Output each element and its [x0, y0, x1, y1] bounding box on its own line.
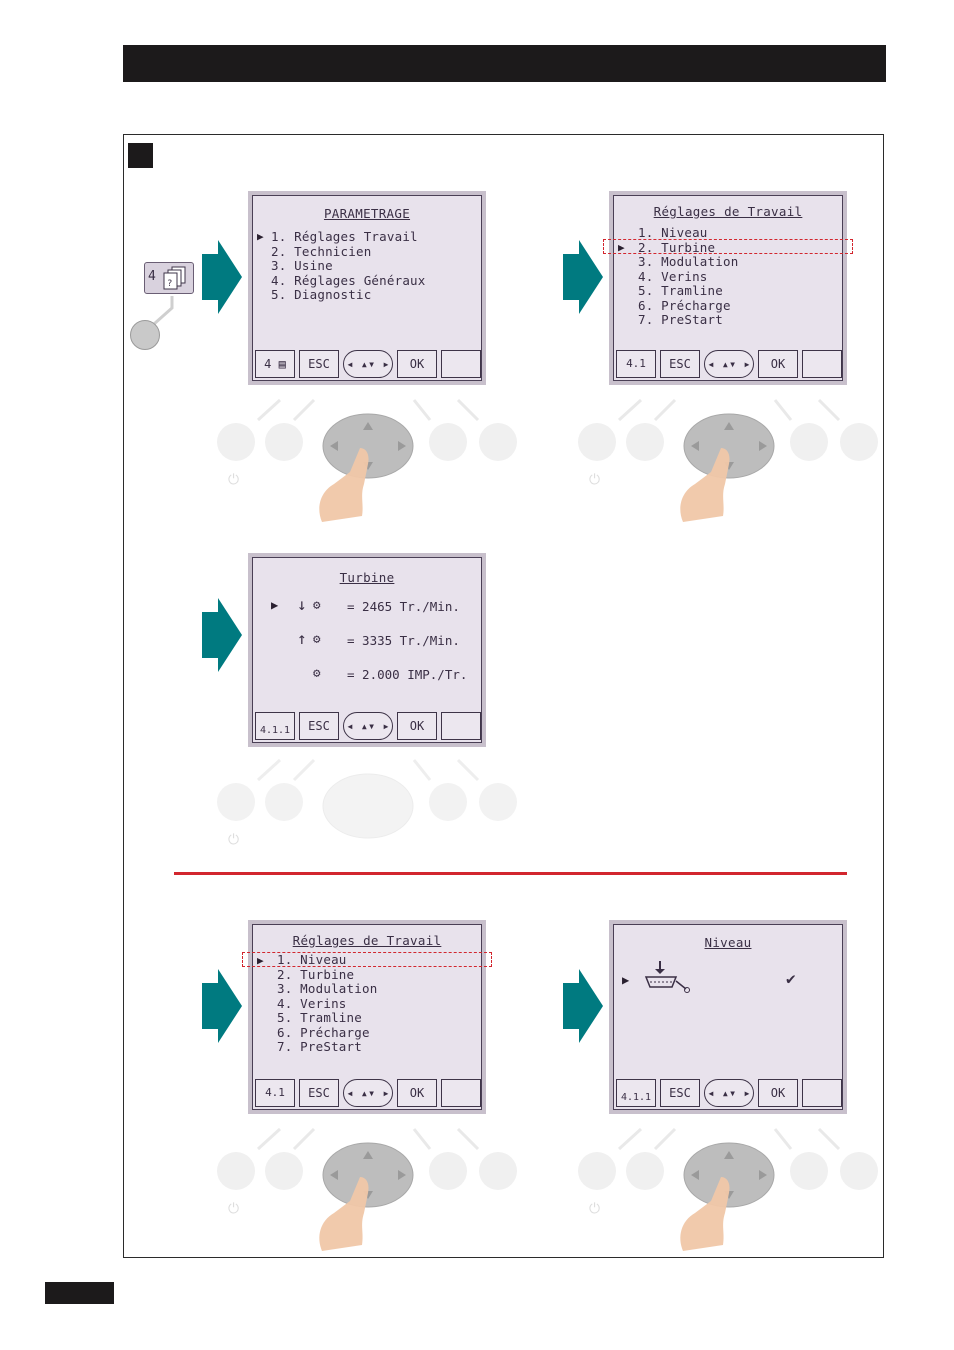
menu-item[interactable]: 1. Réglages Travail [271, 229, 418, 244]
menu-item[interactable]: 4. Réglages Généraux [271, 272, 426, 288]
softkey-menu[interactable]: 4.1.1 [255, 712, 295, 740]
selection-highlight [242, 952, 492, 967]
screen-turbine [248, 553, 486, 747]
softkey-esc[interactable]: ESC [299, 350, 339, 378]
keypad-illustration [571, 1121, 881, 1261]
menu-item[interactable]: 1. Niveau [638, 225, 708, 240]
checkmark-icon: ✔ [786, 969, 796, 988]
screen-title: Niveau [704, 935, 752, 950]
cursor-icon: ▶ [257, 954, 264, 967]
pages-icon [163, 266, 189, 290]
screen-reglages-niveau [248, 920, 486, 1114]
menu-item[interactable]: 7. PreStart [638, 312, 723, 327]
menu-item[interactable]: 5. Tramline [638, 283, 723, 298]
menu-item[interactable]: 4. Verins [277, 995, 347, 1011]
turbine-speed-icon: ⚙ [313, 631, 321, 646]
arrow-down-icon: ↓ [297, 595, 307, 614]
screen-reglages-turbine [609, 191, 847, 385]
arrow-right-icon [563, 240, 603, 314]
softkey-menu[interactable]: 4.1 [616, 350, 656, 378]
softkey-menu[interactable]: 4.1.1 [616, 1079, 656, 1107]
side-button[interactable] [130, 320, 160, 350]
turbine-min-speed[interactable]: = 2465 Tr./Min. [347, 599, 460, 614]
menu-item[interactable]: 2. Technicien [271, 243, 372, 259]
nav-pad-icon[interactable]: ◂ ▴▾ ▸ [343, 350, 393, 378]
svg-text:⏻: ⏻ [228, 472, 240, 488]
svg-text:?: ? [167, 279, 173, 289]
screen-title: Turbine [339, 570, 395, 585]
turbine-speed-icon: ⚙ [313, 597, 321, 612]
svg-text:⏻: ⏻ [228, 1201, 240, 1217]
cursor-icon: ▶ [622, 973, 630, 987]
menu-item[interactable]: 3. Modulation [638, 254, 739, 269]
turbine-impulses[interactable]: = 2.000 IMP./Tr. [347, 667, 468, 682]
arrow-right-icon [202, 598, 242, 672]
arrow-right-icon [202, 240, 242, 314]
softkey-ok[interactable]: OK [758, 1079, 798, 1107]
nav-pad-icon[interactable]: ◂ ▴▾ ▸ [343, 712, 393, 740]
keypad-illustration [210, 1121, 520, 1261]
keypad-illustration [210, 392, 520, 532]
turbine-speed-icon: ⚙ [313, 665, 321, 680]
menu-item[interactable]: 5. Tramline [277, 1010, 362, 1025]
menu-item[interactable]: 5. Diagnostic [271, 287, 372, 302]
menu-item[interactable]: 1. Niveau [277, 952, 347, 967]
menu-key-illustration [130, 258, 200, 350]
softkey-esc[interactable]: ESC [299, 1079, 339, 1107]
softkey-ok[interactable]: OK [397, 712, 437, 740]
softkey-empty[interactable] [802, 350, 842, 378]
softkey-empty[interactable] [441, 350, 481, 378]
screen-title: PARAMETRAGE [323, 206, 411, 221]
nav-pad-icon[interactable]: ◂ ▴▾ ▸ [343, 1079, 393, 1107]
softkey-menu[interactable]: 4.1 [255, 1079, 295, 1107]
softkey-ok[interactable]: OK [397, 350, 437, 378]
nav-pad-icon[interactable]: ◂ ▴▾ ▸ [704, 1079, 754, 1107]
screen-niveau [609, 920, 847, 1114]
level-icon [642, 959, 692, 993]
softkey-empty[interactable] [441, 1079, 481, 1107]
menu-item[interactable]: 2. Turbine [638, 239, 716, 255]
arrow-up-icon: ↑ [297, 629, 307, 648]
menu-item[interactable]: 2. Turbine [277, 966, 355, 982]
menu-item[interactable]: 6. Précharge [277, 1024, 370, 1040]
screen-parametrage [248, 191, 486, 385]
menu-item[interactable]: 3. Usine [271, 258, 333, 273]
turbine-max-speed[interactable]: = 3335 Tr./Min. [347, 633, 460, 648]
softkey-empty[interactable] [441, 712, 481, 740]
svg-text:⏻: ⏻ [228, 832, 240, 848]
svg-text:⏻: ⏻ [589, 1201, 601, 1217]
figure-marker [128, 143, 153, 168]
header-bar [123, 45, 886, 82]
softkey-ok[interactable]: OK [758, 350, 798, 378]
softkey-ok[interactable]: OK [397, 1079, 437, 1107]
cursor-icon: ▶ [257, 230, 264, 243]
cursor-icon: ▶ [271, 598, 279, 612]
menu-item[interactable]: 6. Précharge [638, 297, 731, 313]
screen-title: Réglages de Travail [653, 204, 803, 219]
arrow-right-icon [563, 969, 603, 1043]
page-number-tab [45, 1282, 114, 1304]
softkey-empty[interactable] [802, 1079, 842, 1107]
selection-highlight [603, 239, 853, 254]
menu-item[interactable]: 4. Verins [638, 268, 708, 284]
menu-item[interactable]: 7. PreStart [277, 1039, 362, 1054]
softkey-esc[interactable]: ESC [660, 1079, 700, 1107]
cursor-icon: ▶ [618, 241, 625, 254]
menu-item[interactable]: 3. Modulation [277, 981, 378, 996]
softkey-esc[interactable]: ESC [299, 712, 339, 740]
screen-title: Réglages de Travail [292, 933, 442, 948]
softkey-esc[interactable]: ESC [660, 350, 700, 378]
keypad-illustration [571, 392, 881, 532]
keypad-illustration [210, 752, 520, 892]
arrow-right-icon [202, 969, 242, 1043]
svg-text:⏻: ⏻ [589, 472, 601, 488]
nav-pad-icon[interactable]: ◂ ▴▾ ▸ [704, 350, 754, 378]
softkey-menu[interactable]: 4 ▤ [255, 350, 295, 378]
menu-key-icon: 4 ? [144, 262, 194, 294]
